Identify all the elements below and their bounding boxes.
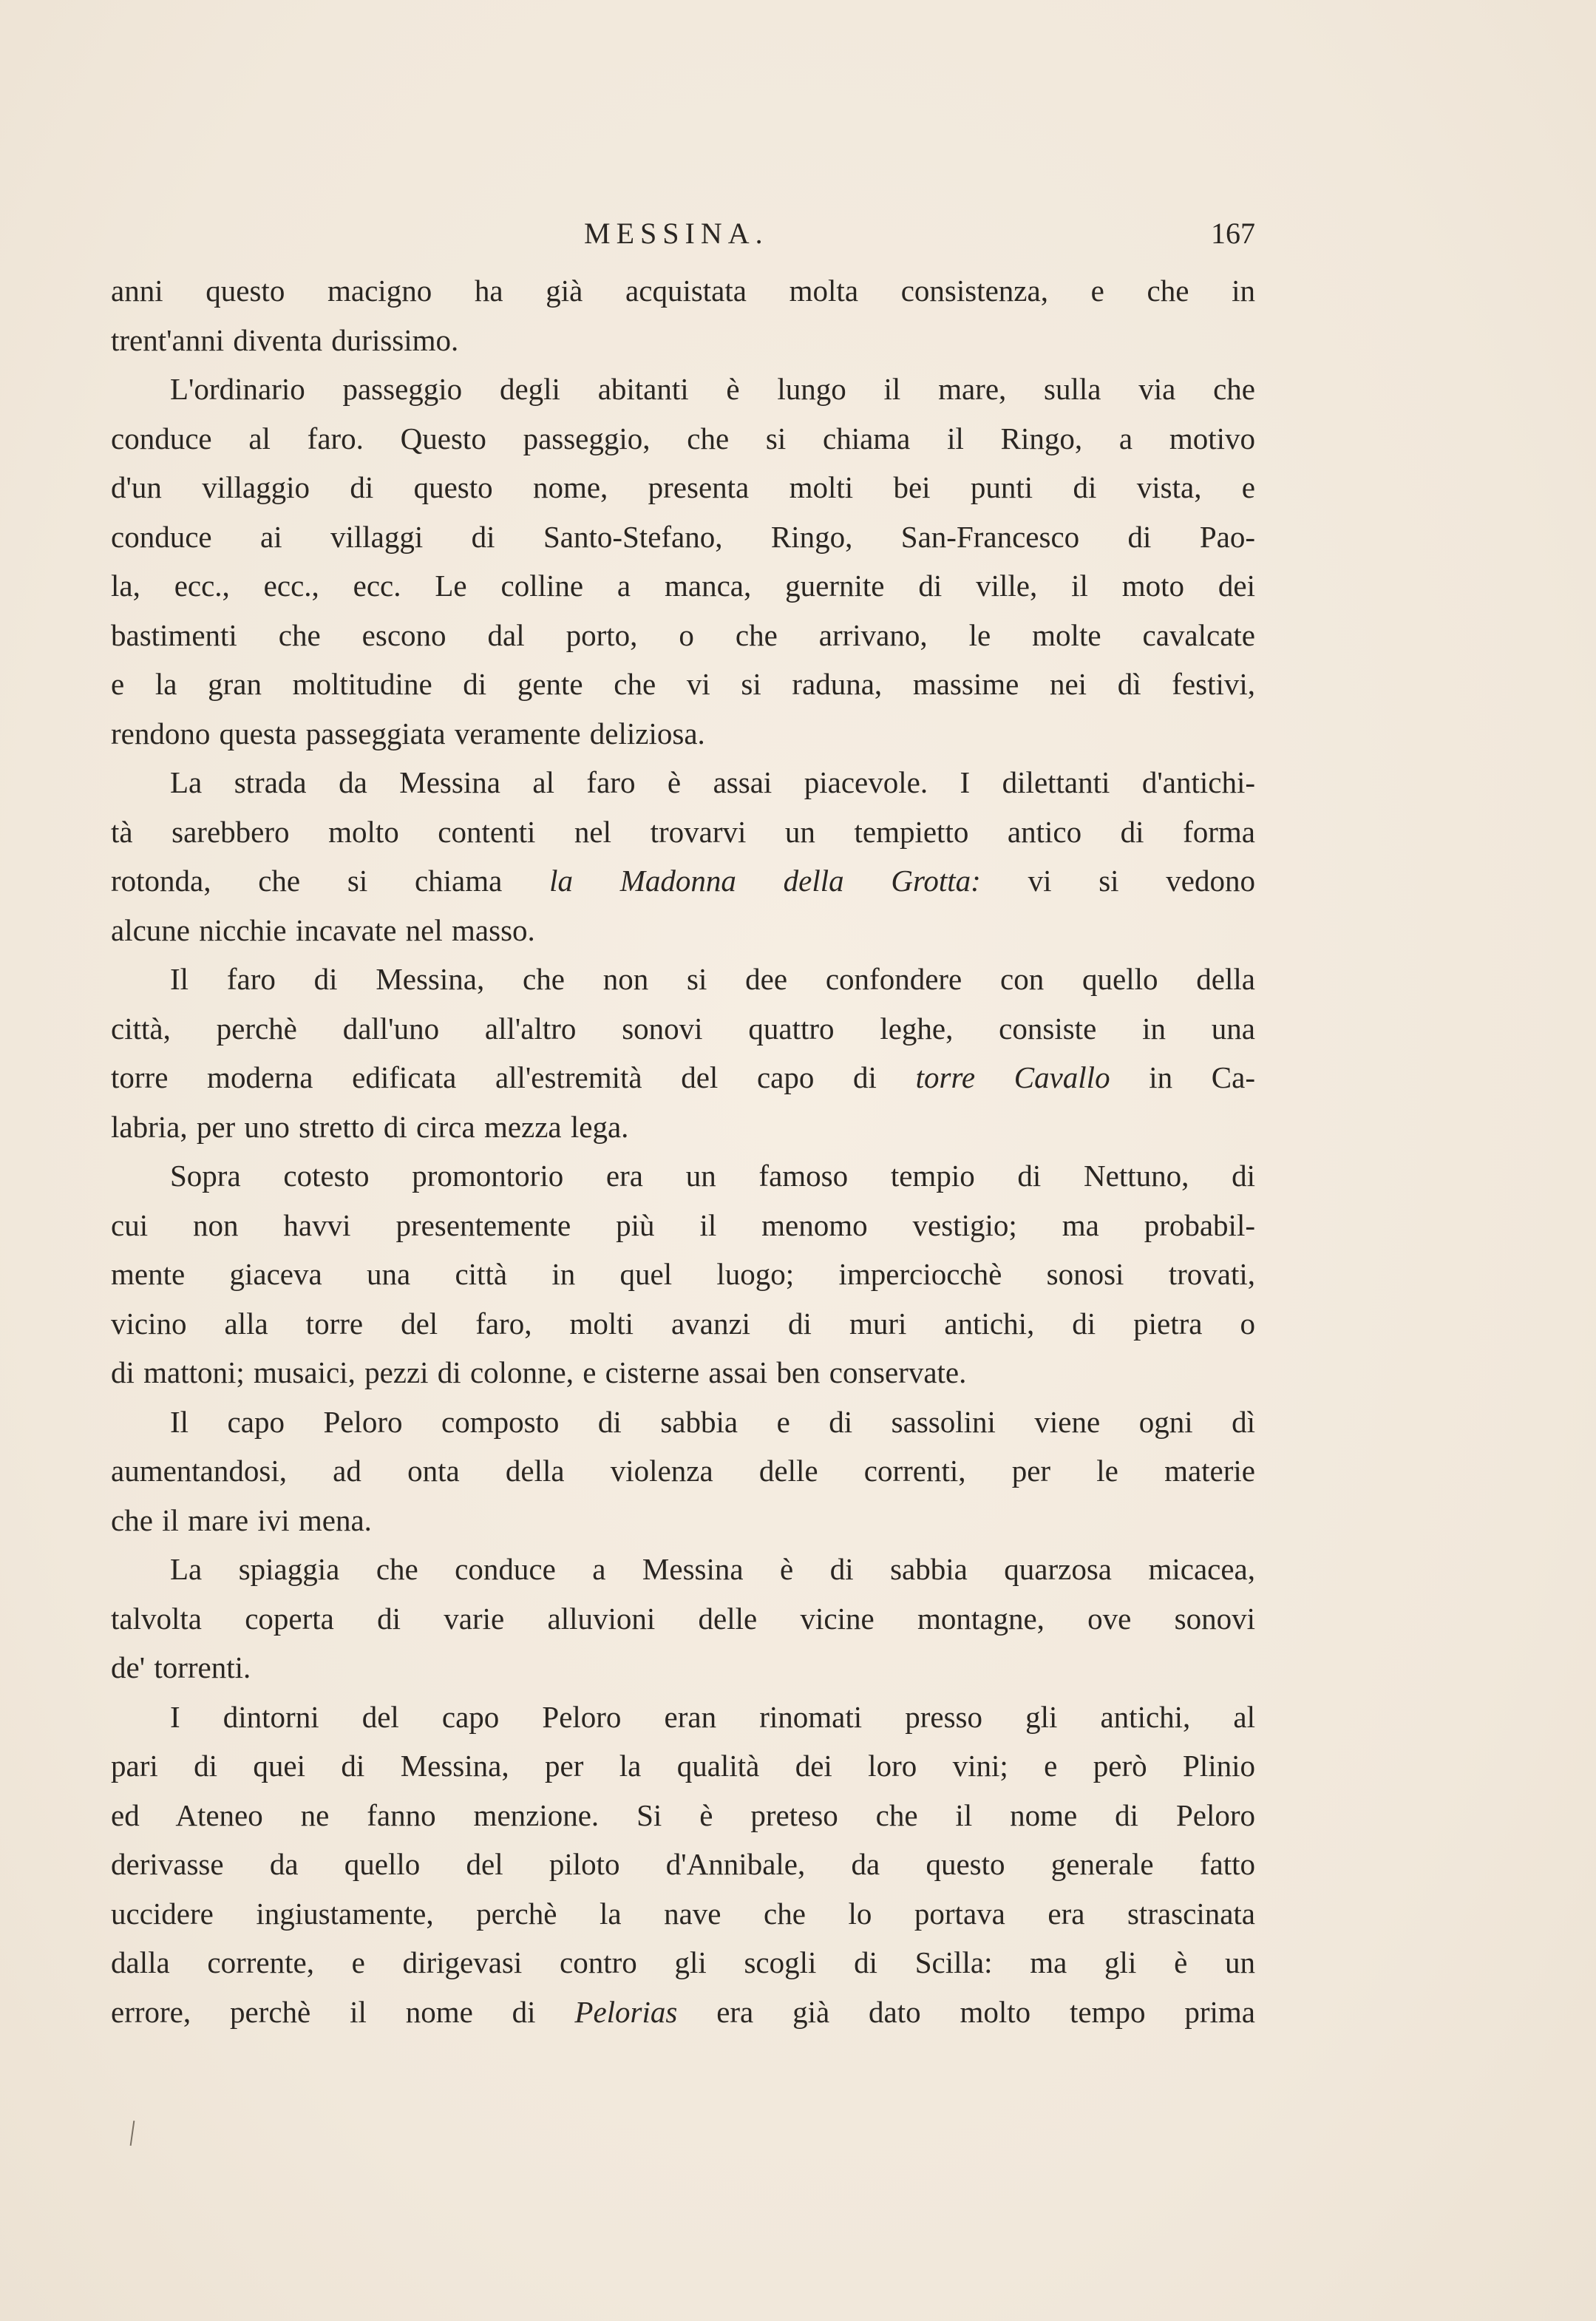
- text-line: uccidere ingiustamente, perchè la nave che lo portava era strascinata: [111, 1896, 1255, 1931]
- running-title: MESSINA.: [584, 217, 769, 250]
- text-run: vi si vedono: [980, 864, 1255, 898]
- italic-place-name: Pelorias: [574, 1994, 678, 2029]
- text-line: tà sarebbero molto contenti nel trovarvi un tempietto antico di forma: [111, 814, 1255, 849]
- text-line: bastimenti che escono dal porto, o che arrivano, le molte cavalcate: [111, 617, 1255, 652]
- paragraph-start-line: L'ordinario passeggio degli abitanti è lungo il mare, sulla via che: [170, 372, 1255, 406]
- text-line: dalla corrente, e dirigevasi contro gli scogli di Scilla: ma gli è un: [111, 1945, 1255, 1979]
- text-line: aumentandosi, ad onta della violenza delle correnti, per le materie: [111, 1454, 1255, 1488]
- italic-place-name: torre Cavallo: [915, 1060, 1110, 1094]
- text-run: errore, perchè il nome di: [111, 1994, 575, 2029]
- text-line: rendono questa passeggiata veramente deliziosa.: [111, 716, 705, 750]
- text-line: de' torrenti.: [111, 1650, 251, 1684]
- paper-blemish: [130, 2121, 135, 2146]
- paragraph-start-line: Il faro di Messina, che non si dee confondere con quello della: [170, 962, 1255, 996]
- text-line: di mattoni; musaici, pezzi di colonne, e cisterne assai ben conservate.: [111, 1355, 967, 1389]
- text-line: [111, 1053, 1255, 1102]
- paragraph-start-line: La strada da Messina al faro è assai piacevole. I dilettanti d'antichi-: [170, 765, 1255, 799]
- text-line: città, perchè dall'uno all'altro sonovi quattro leghe, consiste in una: [111, 1011, 1255, 1046]
- text-run: torre moderna edificata all'estremità del capo di: [111, 1060, 916, 1094]
- page-header: [111, 216, 1255, 260]
- text-line: talvolta coperta di varie alluvioni delle vicine montagne, ove sonovi: [111, 1601, 1255, 1636]
- paragraph-start-line: I dintorni del capo Peloro eran rinomati presso gli antichi, al: [170, 1699, 1255, 1734]
- paragraph-start-line: La spiaggia che conduce a Messina è di sabbia quarzosa micacea,: [170, 1552, 1255, 1586]
- text-line: [111, 1988, 1255, 2037]
- text-line: pari di quei di Messina, per la qualità dei loro vini; e però Plinio: [111, 1749, 1255, 1783]
- paragraph-start-line: Il capo Peloro composto di sabbia e di sassolini viene ogni dì: [170, 1404, 1255, 1439]
- text-run: in Ca-: [1110, 1060, 1255, 1094]
- paragraph-start-line: Sopra cotesto promontorio era un famoso tempio di Nettuno, di: [170, 1159, 1255, 1193]
- text-line: vicino alla torre del faro, molti avanzi di muri antichi, di pietra o: [111, 1306, 1255, 1341]
- text-line: anni questo macigno ha già acquistata molta consistenza, e che in: [111, 274, 1255, 308]
- text-line: conduce al faro. Questo passeggio, che si chiama il Ringo, a motivo: [111, 421, 1255, 455]
- text-line: conduce ai villaggi di Santo-Stefano, Ringo, San-Francesco di Pao-: [111, 519, 1255, 554]
- body-text: [111, 266, 1255, 2036]
- text-line: ed Ateneo ne fanno menzione. Si è preteso che il nome di Peloro: [111, 1797, 1255, 1832]
- text-line: la, ecc., ecc., ecc. Le colline a manca, guernite di ville, il moto dei: [111, 569, 1255, 603]
- text-line: derivasse da quello del piloto d'Annibale, da questo generale fatto: [111, 1847, 1255, 1881]
- text-line: trent'anni diventa durissimo.: [111, 322, 459, 357]
- text-line: che il mare ivi mena.: [111, 1502, 372, 1537]
- text-run: rotonda, che si chiama: [111, 864, 550, 898]
- page-number: 167: [1211, 217, 1255, 250]
- text-line: mente giaceva una città in quel luogo; imperciocchè sonosi trovati,: [111, 1257, 1255, 1291]
- text-line: cui non havvi presentemente più il menomo vestigio; ma probabil-: [111, 1207, 1255, 1242]
- text-line: alcune nicchie incavate nel masso.: [111, 912, 535, 947]
- text-line: d'un villaggio di questo nome, presenta molti bei punti di vista, e: [111, 470, 1255, 504]
- italic-place-name: la Madonna della Grotta:: [549, 864, 981, 898]
- text-line: [111, 856, 1255, 906]
- text-line: labria, per uno stretto di circa mezza lega.: [111, 1109, 629, 1144]
- text-line: e la gran moltitudine di gente che vi si raduna, massime nei dì festivi,: [111, 667, 1255, 701]
- text-run: era già dato molto tempo prima: [677, 1994, 1255, 2029]
